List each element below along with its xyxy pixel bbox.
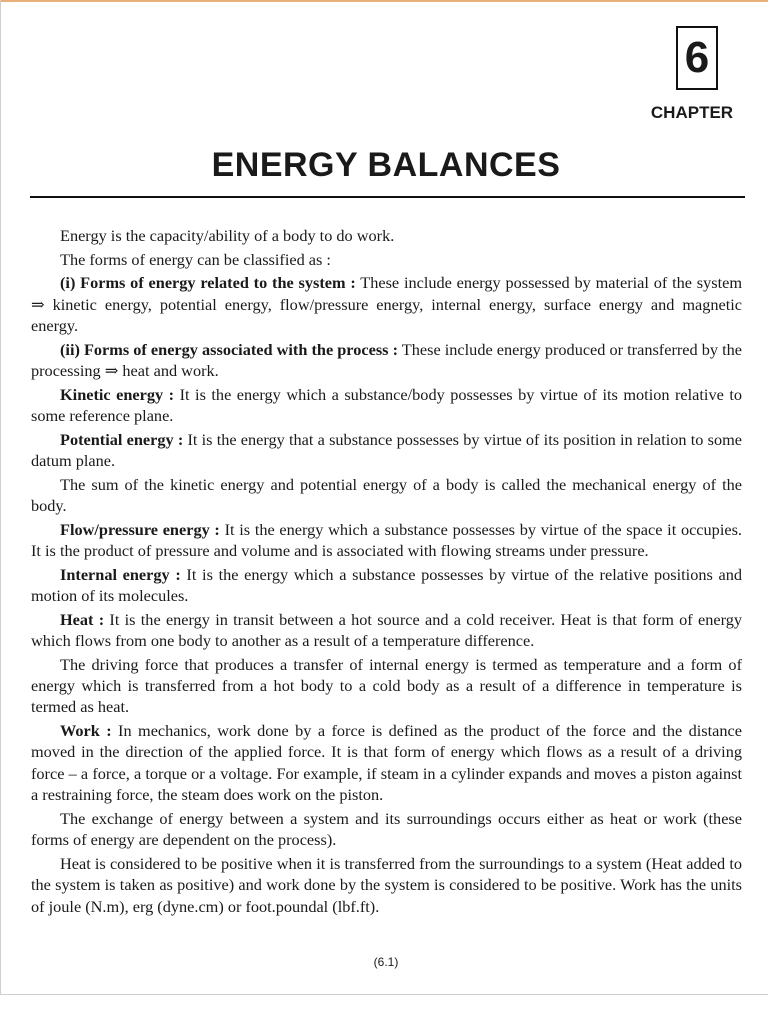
paragraph-lead: (ii) Forms of energy associated with the process : <box>60 339 399 359</box>
paragraph-text: It is the energy which a substance possesses by virtue of the space it occupies. It is the product of pressure and volume and is associated with flowing streams under pressure. <box>31 519 742 560</box>
paragraph <box>31 249 742 270</box>
top-border <box>0 0 768 2</box>
paragraph-text: It is the energy which a substance possesses by virtue of the relative positions and motion of its molecules. <box>31 564 742 605</box>
paragraph <box>31 339 742 382</box>
paragraph <box>31 609 742 652</box>
paragraph-text: The forms of energy can be classified as : <box>60 249 331 269</box>
paragraph <box>31 853 742 917</box>
paragraph-text: It is the energy that a substance possesses by virtue of its position in relation to some datum plane. <box>31 429 742 470</box>
paragraph-text: These include energy possessed by material of the system ⇒ kinetic energy, potential energy, flow/pressure energy, internal energy, surface energy and magnetic energy. <box>31 273 742 335</box>
paragraph-text: In mechanics, work done by a force is defined as the product of the force and the distance moved in the direction of the applied force. It is that form of energy which flows as a result of a driving force – a force, a torque or a voltage. For example, if steam in a cylinder expands and moves a piston against a restraining force, the steam does work on the piston. <box>31 721 742 805</box>
page-title: ENERGY BALANCES <box>211 146 561 184</box>
chapter-number: 6 <box>676 26 718 90</box>
paragraph <box>31 808 742 851</box>
paragraph-text: The exchange of energy between a system and its surroundings occurs either as heat or work (these forms of energy are dependent on the process). <box>31 808 742 850</box>
paragraph-text: Energy is the capacity/ability of a body to do work. <box>60 226 395 245</box>
paragraph <box>31 384 742 427</box>
paragraph <box>31 429 742 472</box>
paragraph-text: It is the energy in transit between a hot source and a cold receiver. Heat is that form of energy which flows from one body to another as a result of a temperature difference. <box>31 609 742 650</box>
paragraph <box>31 720 742 806</box>
page-bottom-edge <box>0 994 768 995</box>
paragraph-text: Heat is considered to be positive when it is transferred from the surroundings to a system (Heat added to the system is taken as positive) and work done by the system is considered to be positive. Work has the units of joule (N.m), erg (dyne.cm) or foot.poundal (lbf.ft). <box>31 853 742 916</box>
paragraph <box>31 272 742 336</box>
paragraph-lead: Flow/pressure energy : <box>60 519 220 539</box>
page-number: (6.1) <box>373 955 399 969</box>
chapter-label: CHAPTER <box>650 103 734 122</box>
paragraph-text: The sum of the kinetic energy and potential energy of a body is called the mechanical energy of the body. <box>31 474 742 515</box>
paragraph <box>31 474 742 517</box>
paragraph <box>31 654 742 718</box>
paragraph-lead: (i) Forms of energy related to the system : <box>60 273 356 293</box>
paragraph-lead: Heat : <box>60 609 105 629</box>
paragraph-text: The driving force that produces a transfer of internal energy is termed as temperature and a form of energy which is transferred from a hot body to a cold body as a result of a difference in temperature is termed as heat. <box>31 654 742 717</box>
body-text <box>31 225 742 919</box>
paragraph-text: These include energy produced or transferred by the processing ⇒ heat and work. <box>31 339 742 380</box>
paragraph <box>31 225 742 246</box>
paragraph-lead: Potential energy : <box>60 429 184 449</box>
title-divider <box>30 196 745 198</box>
paragraph-lead: Kinetic energy : <box>60 384 175 404</box>
paragraph-lead: Work : <box>60 721 112 740</box>
paragraph-text: It is the energy which a substance/body possesses by virtue of its motion relative to some reference plane. <box>31 384 742 425</box>
paragraph-lead: Internal energy : <box>60 564 181 584</box>
paragraph <box>31 564 742 607</box>
paragraph <box>31 519 742 562</box>
